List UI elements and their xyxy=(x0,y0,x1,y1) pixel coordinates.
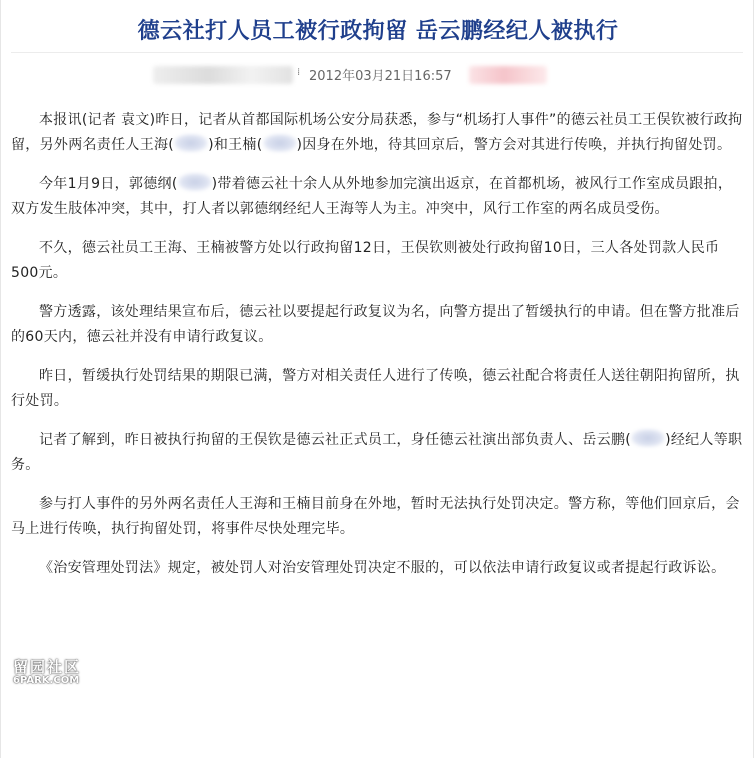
article-paragraph xyxy=(11,108,745,158)
redacted-text xyxy=(178,173,212,191)
separator-mark: ⁞ xyxy=(297,67,301,78)
site-watermark xyxy=(13,656,81,686)
article-paragraph xyxy=(11,428,745,478)
paragraph-text: 参与打人事件的另外两名责任人王海和王楠目前身在外地，暂时无法执行处罚决定。警方称，等他们回京后，会马上进行传唤，执行拘留处罚，将事件尽快处理完毕。 xyxy=(11,496,740,537)
watermark-cn: 留园社区 xyxy=(13,658,82,676)
paragraph-text: 警方透露，该处理结果宣布后，德云社以要提起行政复议为名，向警方提出了暂缓执行的申请。但在警方批准后的60天内，德云社并没有申请行政复议。 xyxy=(11,304,740,345)
redacted-text xyxy=(263,134,297,152)
paragraph-text: 记者了解到，昨日被执行拘留的王俣钦是德云社正式员工，身任德云社演出部负责人、岳云鹏( xyxy=(39,432,632,448)
paragraph-text: )因身在外地，待其回京后，警方会对其进行传唤，并执行拘留处罚。 xyxy=(296,137,732,153)
page-title: 德云社打人员工被行政拘留 岳云鹏经纪人被执行 xyxy=(137,19,619,44)
redacted-author xyxy=(153,66,293,84)
paragraph-text: 《治安管理处罚法》规定，被处罚人对治安管理处罚决定不服的，可以依法申请行政复议或者提起行政诉讼。 xyxy=(39,560,726,576)
article-paragraph xyxy=(11,556,745,581)
paragraph-text: )带着德云社十余人从外地参加完演出返京，在首都机场，被风行工作室成员跟拍，双方发生肢体冲突，其中，打人者以郭德纲经纪人王海等人为主。冲突中，风行工作室的两名成员受伤。 xyxy=(11,176,733,217)
paragraph-text: )和王楠( xyxy=(208,137,263,153)
article-paragraph xyxy=(11,172,745,222)
redacted-text xyxy=(174,134,208,152)
paragraph-text: 本报讯(记者 袁文)昨日，记者从首都国际机场公安分局获悉，参与“机场打人事件”的德云社员工王俣钦被行政拘留，另外两名责任人王海( xyxy=(11,112,743,153)
article-meta xyxy=(1,64,754,86)
paragraph-text: 不久，德云社员工王海、王楠被警方处以行政拘留12日，王俣钦则被处行政拘留10日，三人各处罚款人民币500元。 xyxy=(11,240,720,281)
article-paragraph xyxy=(11,236,745,286)
article-paragraph xyxy=(11,364,745,414)
title-divider xyxy=(11,52,743,53)
article-paragraph xyxy=(11,492,745,542)
article-paragraph xyxy=(11,300,745,350)
watermark-en: 6PARK.COM xyxy=(13,675,80,686)
paragraph-text: )经纪人等职务。 xyxy=(11,432,743,473)
publish-timestamp: 2012年03月21日16:57 xyxy=(309,69,452,84)
redacted-source xyxy=(469,66,547,84)
paragraph-text: 昨日，暂缓执行处罚结果的期限已满，警方对相关责任人进行了传唤，德云社配合将责任人送往朝阳拘留所，执行处罚。 xyxy=(11,368,740,409)
article-body xyxy=(11,108,745,595)
paragraph-text: 今年1月9日，郭德纲( xyxy=(39,176,178,192)
redacted-text xyxy=(631,429,665,447)
